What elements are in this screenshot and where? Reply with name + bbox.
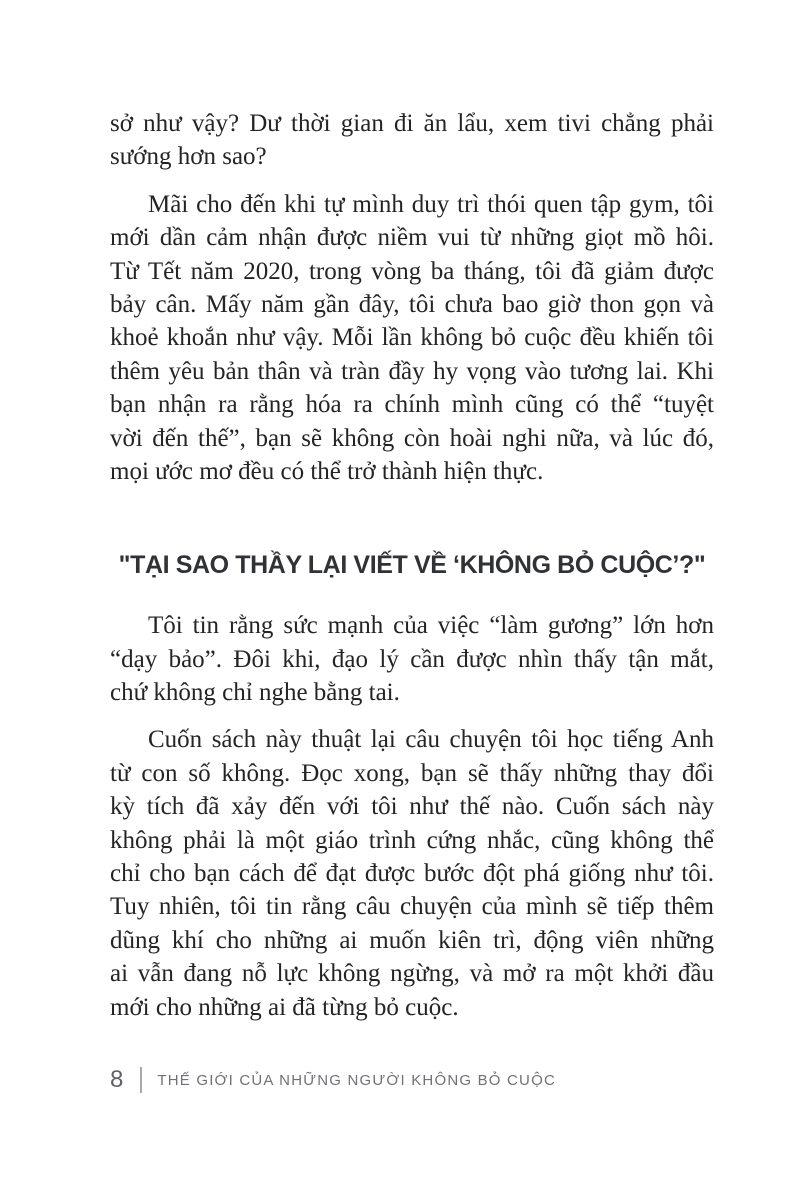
text-line: bạn nhận ra rằng hóa ra chính mình cũng có thể “tuyệt bbox=[110, 391, 714, 419]
section-heading: "TẠI SAO THẦY LẠI VIẾT VỀ ‘KHÔNG BỎ CUỘC’?" bbox=[118, 551, 706, 580]
text-line: chứ không chỉ nghe bằng tai. bbox=[110, 679, 400, 707]
text-line: ai vẫn đang nỗ lực không ngừng, và mở ra một khởi đầu bbox=[110, 960, 714, 988]
footer-separator bbox=[140, 1067, 142, 1093]
text-line: khoẻ khoắn như vậy. Mỗi lần không bỏ cuộc đều khiến tôi bbox=[110, 324, 714, 352]
text-line: Tuy nhiên, tôi tin rằng câu chuyện của mình sẽ tiếp thêm bbox=[110, 893, 714, 921]
text-line: Cuốn sách này thuật lại câu chuyện tôi học tiếng Anh bbox=[148, 726, 714, 754]
text-line: “dạy bảo”. Đôi khi, đạo lý cần được nhìn thấy tận mắt, bbox=[110, 645, 714, 673]
text-line: sướng hơn sao? bbox=[110, 143, 267, 171]
text-line: không phải là một giáo trình cứng nhắc, cũng không thể bbox=[110, 826, 714, 854]
text-line: mới cho những ai đã từng bỏ cuộc. bbox=[110, 993, 459, 1021]
paragraph bbox=[110, 609, 714, 709]
text-line: kỳ tích đã xảy đến với tôi như thế nào. Cuốn sách này bbox=[110, 793, 714, 821]
paragraph bbox=[110, 723, 714, 1024]
paragraph bbox=[110, 188, 714, 489]
text-line: mọi ước mơ đều có thể trở thành hiện thực. bbox=[110, 457, 544, 485]
text-line: Mãi cho đến khi tự mình duy trì thói quen tập gym, tôi bbox=[148, 190, 714, 218]
paragraph bbox=[110, 107, 714, 174]
page-body bbox=[110, 107, 714, 1038]
text-line: từ con số không. Đọc xong, bạn sẽ thấy những thay đổi bbox=[110, 759, 714, 787]
text-line: sở như vậy? Dư thời gian đi ăn lẩu, xem tivi chẳng phải bbox=[110, 110, 714, 137]
footer-book-title: THẾ GIỚI CỦA NHỮNG NGƯỜI KHÔNG BỎ CUỘC bbox=[157, 1071, 556, 1089]
text-line: Từ Tết năm 2020, trong vòng ba tháng, tôi đã giảm được bbox=[110, 257, 714, 285]
page-number: 8 bbox=[110, 1066, 124, 1093]
page-footer bbox=[110, 1066, 556, 1094]
text-line: dũng khí cho những ai muốn kiên trì, động viên những bbox=[110, 926, 714, 954]
text-line: vời đến thế”, bạn sẽ không còn hoài nghi nữa, và lúc đó, bbox=[110, 424, 714, 452]
text-line: thêm yêu bản thân và tràn đầy hy vọng vào tương lai. Khi bbox=[110, 357, 714, 385]
text-line: Tôi tin rằng sức mạnh của việc “làm gương” lớn hơn bbox=[148, 612, 714, 640]
text-line: bảy cân. Mấy năm gần đây, tôi chưa bao giờ thon gọn và bbox=[110, 290, 714, 318]
text-line: chỉ cho bạn cách để đạt được bước đột phá giống như tôi. bbox=[110, 860, 714, 888]
text-line: mới dần cảm nhận được niềm vui từ những giọt mồ hôi. bbox=[110, 224, 714, 252]
